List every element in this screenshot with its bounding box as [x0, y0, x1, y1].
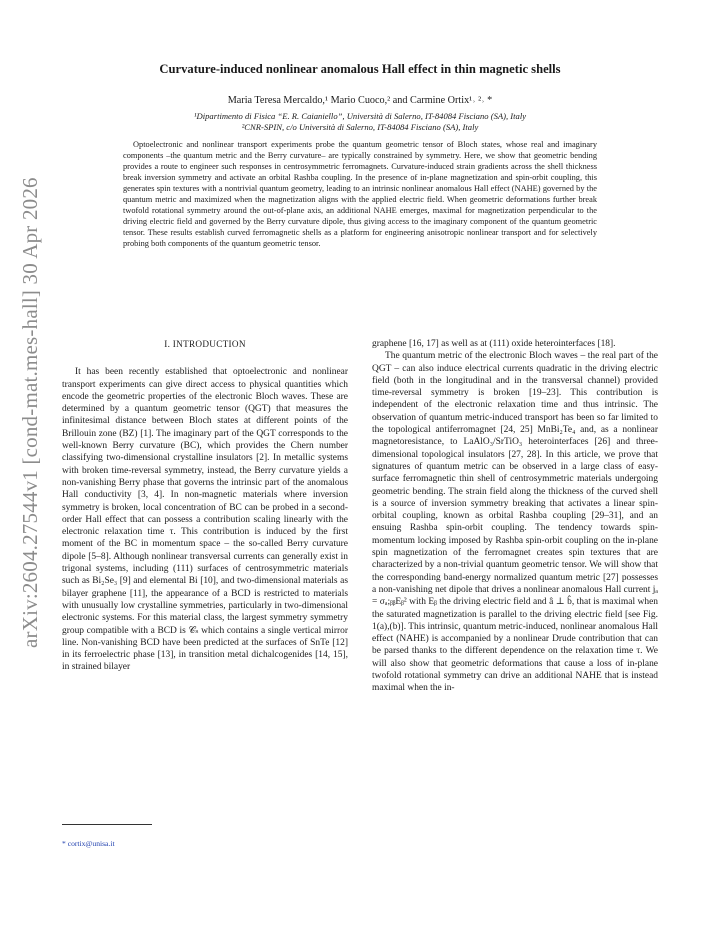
intro-paragraph-1: It has been recently established that optoelectronic and nonlinear transport experiments can give direct access to physical quantities which encode the geometric properties of the electronic Bloch waves. These are determined by a quantum geometric tensor (QGT) that measures the infinitesimal distance between Bloch states at different points of the Brillouin zone (BZ) [1]. The imaginary part of the QGT corresponds to the well-known Berry curvature (BC), which provides the Chern number classifying two-dimensional crystalline insulators [2]. In metallic systems with broken time-reversal symmetry, instead, the Berry curvature yields a non-vanishing Berry phase that governs the intrinsic part of the anomalous Hall conductivity [3, 4]. In non-magnetic materials where inversion symmetry is broken, local concentration of BC can be probed in a second-order Hall effect that can possess a contribution scaling linearly with the electronic relaxation time τ. This contribution is induced by the first moment of the BC in momentum space – the so-called Berry curvature dipole [5–8]. Although nonlinear transversal currents can generally exist in trigonal systems, including (111) surfaces of centrosymmetric materials such as Bi₂Se₃ [9] and elemental Bi [10], and two-dimensional materials as bilayer graphene [11], the appearance of a BCD is restricted to materials with unusually low crystalline symmetries, particularly in two-dimensional electronic systems. For this material class, the largest symmetry symmetry group compatible with a BCD is 𝒞ₛ which contains a single vertical mirror line. Non-vanishing BCD have been predicted at the surfaces of SnTe [12] in its ferroelectric phase [13], in transition metal dichalcogenides [14, 15], in strained bilayer [62, 367, 348, 673]
affiliation-1: ¹Dipartimento di Fisica “E. R. Caianiello”, Università di Salerno, IT-84084 Fisciano (SA), Italy [193, 111, 527, 121]
arxiv-identifier: arXiv:2604.27544v1 [cond-mat.mes-hall] 30 Apr 2026 [18, 177, 42, 648]
affiliation-2: ²CNR-SPIN, c/o Università di Salerno, IT-84084 Fisciano (SA), Italy [241, 122, 479, 132]
corresponding-author-email[interactable]: * cortix@unisa.it [62, 839, 115, 848]
author-list: Maria Teresa Mercaldo,¹ Mario Cuoco,² and Carmine Ortix¹˒ ²˒ * [227, 95, 493, 106]
abstract: Optoelectronic and nonlinear transport experiments probe the quantum geometric tensor of Bloch states, whose real and imaginary components –the quantum metric and the Berry curvature– are typically constrained by symmetry. Here, we show that geometric bending provides a route to engineer such responses in centrosymmetric ferromagnets. Curvature-induced strain gradients across the shell thickness break inversion symmetry and activate an orbital Rashba coupling. In the presence of in-plane magnetization and spin-orbit coupling, this generates spin textures with a nontrivial quantum geometry, leading to an intrinsic nonlinear anomalous Hall effect (NAHE) governed by the quantum metric and maximized when the magnetization aligns with the applied electric field. When geometric deformations further break twofold rotational symmetry around the out-of-plane axis, an additional NAHE emerges, maximal for magnetization perpendicular to the driving electric field and governed by the Berry curvature dipole, thus giving access to the imaginary component of the quantum geometric tensor. These results establish curved ferromagnetic shells as a platform for engineering anisotropic nonlinear transport and for selectively probing both components of the quantum geometric tensor. [123, 140, 597, 248]
paper-title: Curvature-induced nonlinear anomalous Hall effect in thin magnetic shells [159, 62, 561, 76]
intro-paragraph-1-continued: graphene [16, 17] as well as at (111) oxide heterointerfaces [18]. [372, 339, 616, 349]
intro-paragraph-2: The quantum metric of the electronic Bloch waves – the real part of the QGT – can also induce electrical currents quadratic in the driving electric field (both in the longitudinal and in the transversal channel) provided time-reversal symmetry is broken [19–23]. This contribution is independent of the electronic relaxation time and thus intrinsic. The observation of quantum metric-induced transport has been so far limited to the topological antiferromagnet [24, 25] MnBi₂Te₄ and, as a nonlinear magnetoresistance, to LaAlO₃/SrTiO₃ heterointerfaces [26] and three-dimensional topological insulators [27, 28]. In this article, we prove that signatures of quantum metric can be observed in a large class of easy-surface ferromagnetic thin shell of centrosymmetric materials undergoing geometric bending. The strain field along the thickness of the curved shell is a source of inversion symmetry breaking that activates a linear spin-orbital coupling, known as orbital Rashba coupling [29–31], and an ensuing Rashba spin-orbit coupling. The tendency towards spin-momentum locking imposed by Rashba spin-orbit coupling on the in-plane spin magnetization of the ferromagnet creates spin textures that are characterized by a non-trivial quantum geometric tensor. We will show that the corresponding band-energy normalized quantum metric [27] possesses a non-vanishing net dipole that drives a nonlinear anomalous Hall current jₐ = σₐ;ᵦᵦEᵦ² with Eᵦ the driving electric field and â ⊥ b̂, that is maximal when the saturated magnetization is parallel to the driving electric field [see Fig. 1(a),(b)]. This intrinsic, quantum metric-induced, nonlinear anomalous Hall effect (NAHE) is accompanied by a nonlinear Drude contribution that can be parsed thanks to the different dependence on the relaxation time τ. We will also show that geometric deformations that cause a loss of in-plane twofold rotational symmetry can drive an additional NAHE that is instead maximal when the in- [372, 351, 658, 694]
section-heading-introduction: I. INTRODUCTION [164, 339, 246, 349]
right-column [372, 338, 658, 695]
left-column [62, 338, 348, 674]
footnote-divider [62, 824, 152, 825]
